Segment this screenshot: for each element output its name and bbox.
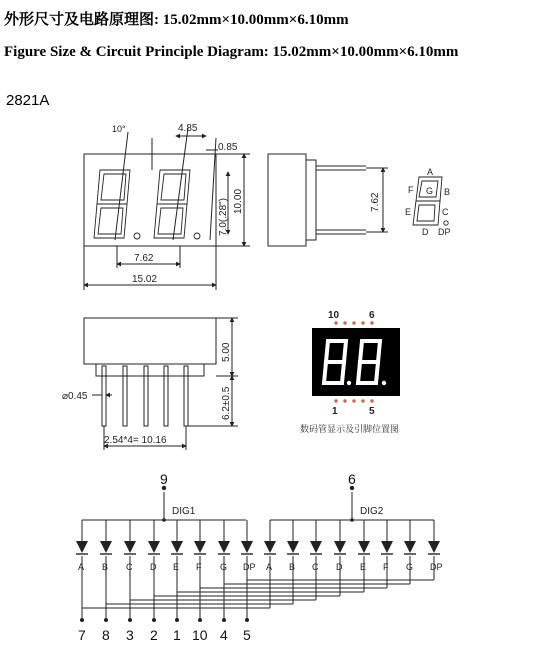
diode-11	[310, 541, 322, 554]
anode-label-13: E	[360, 562, 367, 572]
pin-number-7: 7	[78, 627, 86, 643]
seg-label-e: E	[405, 207, 412, 217]
diode-13	[358, 541, 370, 554]
digit-1-outline	[94, 170, 140, 239]
pin-number-1: 1	[173, 627, 181, 643]
anode-label-7: G	[220, 562, 228, 572]
anode-label-8: DP	[243, 562, 256, 572]
bottom-body-outline	[84, 318, 216, 364]
anode-label-4: D	[150, 562, 157, 572]
diode-8	[241, 541, 253, 554]
diode-16	[428, 541, 440, 554]
dig1-pin-number: 9	[160, 471, 168, 487]
anode-label-3: C	[126, 562, 133, 572]
diode-15	[404, 541, 416, 554]
title-chinese: 外形尺寸及电路原理图: 15.02mm×10.00mm×6.10mm	[4, 12, 349, 28]
dig1-label: DIG1	[172, 506, 196, 517]
pin-label-6: 6	[369, 310, 375, 321]
diode-4	[148, 541, 160, 554]
diode-14	[381, 541, 393, 554]
body-width-label: 15.02	[132, 274, 158, 285]
pin-number-10: 10	[192, 627, 208, 643]
diode-7	[218, 541, 230, 554]
pin-label-5: 5	[369, 406, 375, 417]
anode-label-15: G	[406, 562, 414, 572]
anode-labels	[78, 562, 443, 572]
anode-label-5: E	[173, 562, 180, 572]
pin-display	[312, 321, 400, 402]
pin-number-3: 3	[126, 627, 134, 643]
pin-length-label: 6.2±0.5	[221, 386, 232, 420]
seg-label-a: A	[427, 167, 434, 177]
dig2-label: DIG2	[360, 506, 384, 517]
angle-label: 10°	[112, 124, 126, 134]
pin-display-caption: 数码管显示及引脚位置图	[300, 425, 400, 435]
anode-label-11: C	[312, 562, 319, 572]
bottom-view	[84, 318, 238, 450]
anode-label-1: A	[78, 562, 85, 572]
segment-map	[413, 177, 451, 225]
title-english: Figure Size & Circuit Principle Diagram: 15.02mm×10.00mm×6.10mm	[4, 44, 459, 60]
digit-2-outline	[154, 170, 200, 239]
diode-10	[287, 541, 299, 554]
pin-number-8: 8	[102, 627, 110, 643]
anode-label-16: DP	[430, 562, 443, 572]
anode-label-14: F	[383, 562, 389, 572]
body-height-label: 10.00	[233, 188, 244, 214]
seg-label-dp: DP	[438, 227, 451, 237]
diode-1	[76, 541, 88, 554]
digit-height-label: 7.0(.28")	[218, 197, 229, 236]
pin-label-10: 10	[328, 310, 340, 321]
pin-number-row	[78, 580, 251, 643]
bottom-pin-dots	[334, 399, 373, 402]
anode-label-6: F	[196, 562, 202, 572]
pin-row-spacing-label: 7.62	[370, 192, 381, 212]
anode-label-2: B	[102, 562, 109, 572]
diode-array	[76, 541, 440, 554]
pin-diameter-label: ⌀0.45	[62, 391, 88, 402]
anode-label-12: D	[336, 562, 343, 572]
side-body-outline	[268, 154, 306, 246]
dig2-pin-number: 6	[348, 471, 356, 487]
pin-number-2: 2	[150, 627, 158, 643]
seg-label-b: B	[444, 187, 451, 197]
diode-3	[124, 541, 136, 554]
pin-number-4: 4	[220, 627, 228, 643]
body-depth-label: 5.00	[221, 342, 232, 362]
seg-label-c: C	[442, 207, 449, 217]
dp-offset-label: 0.85	[218, 142, 238, 153]
diode-9	[264, 541, 276, 554]
diode-12	[334, 541, 346, 554]
model-number: 2821A	[6, 92, 50, 109]
pin-span-label: 2.54*4= 10.16	[104, 435, 167, 446]
anode-label-10: B	[289, 562, 296, 572]
digit-pitch-top-label: 4.85	[178, 123, 198, 134]
diode-5	[171, 541, 183, 554]
seg-label-f: F	[408, 185, 414, 195]
top-pin-dots	[334, 321, 373, 324]
seg-label-d: D	[422, 227, 429, 237]
seg-label-g: G	[426, 186, 434, 196]
diode-2	[100, 541, 112, 554]
digit-pitch-label: 7.62	[134, 253, 154, 264]
anode-label-9: A	[266, 562, 273, 572]
pin-label-1: 1	[332, 406, 338, 417]
diode-6	[194, 541, 206, 554]
pin-number-5: 5	[243, 627, 251, 643]
